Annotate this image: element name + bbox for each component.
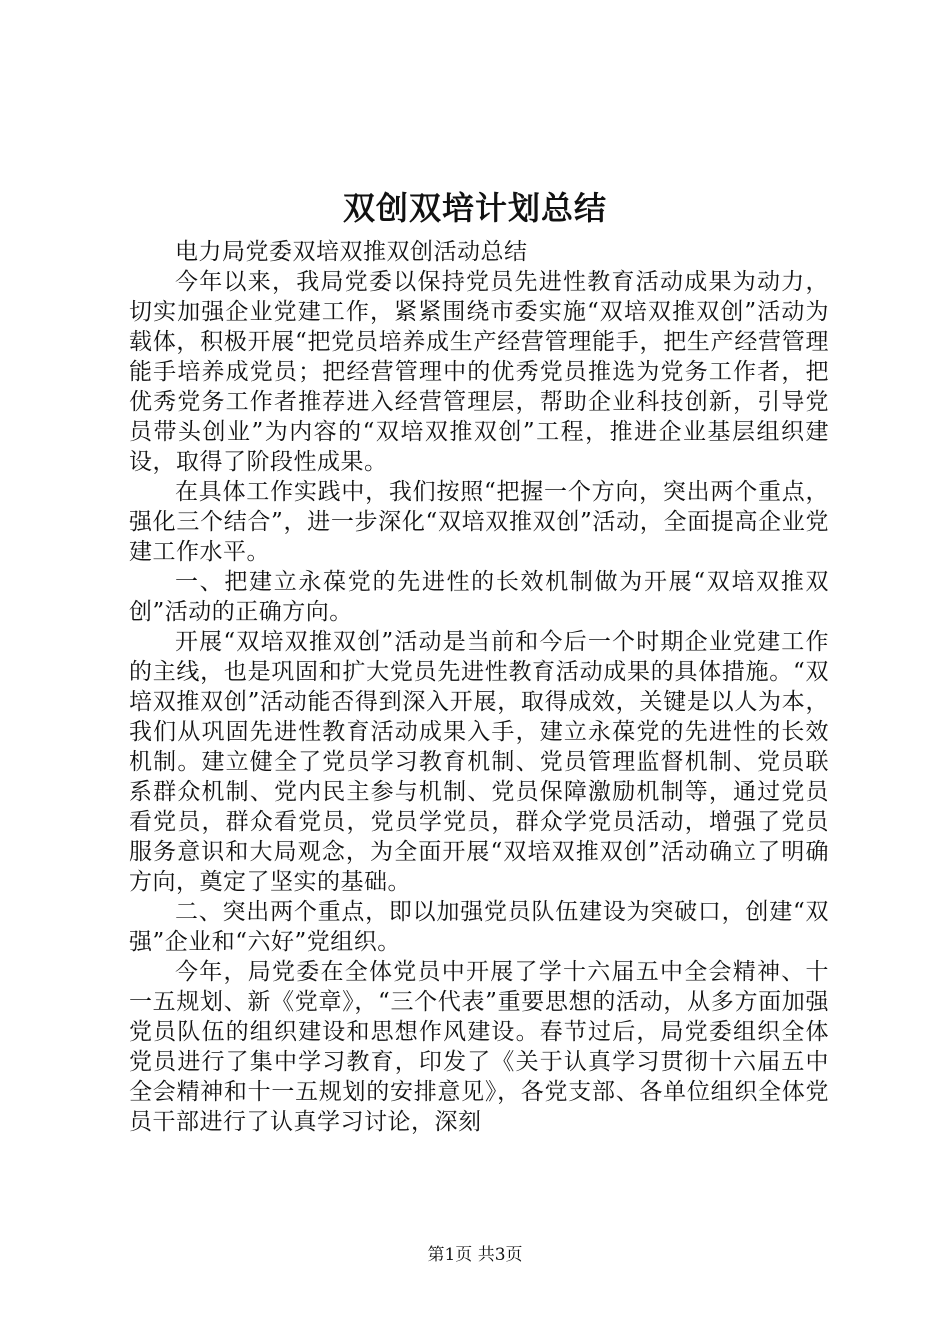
paragraph: 开展“双培双推双创”活动是当前和今后一个时期企业党建工作的主线，也是巩固和扩大党员先进性教育活动成果的具体措施。“双培双推双创”活动能否得到深入开展，取得成效，关键是以人为本，我们从巩固先进性教育活动成果入手，建立永葆党的先进性的长效机制。建立健全了党员学习教育机制、党员管理监督机制、党员联系群众机制、党内民主参与机制、党员保障激励机制等，通过党员看党员，群众看党员，党员学党员，群众学党员活动，增强了党员服务意识和大局观念，为全面开展“双培双推双创”活动确立了明确方向，奠定了坚实的基础。 xyxy=(129,629,829,895)
page-number-footer: 第1页 共3页 xyxy=(427,1245,523,1265)
document-title: 双创双培计划总结 xyxy=(342,189,607,227)
paragraph: 今年以来，我局党委以保持党员先进性教育活动成果为动力，切实加强企业党建工作，紧紧围绕市委实施“双培双推双创”活动为载体，积极开展“把党员培养成生产经营管理能手，把生产经营管理能手培养成党员；把经营管理中的优秀党员推选为党务工作者，把优秀党务工作者推荐进入经营管理层，帮助企业科技创新，引导党员带头创业”为内容的“双培双推双创”工程，推进企业基层组织建设，取得了阶段性成果。 xyxy=(129,269,829,475)
paragraph: 在具体工作实践中，我们按照“把握一个方向，突出两个重点，强化三个结合”，进一步深化“双培双推双创”活动，全面提高企业党建工作水平。 xyxy=(129,479,829,565)
section-heading: 二、突出两个重点，即以加强党员队伍建设为突破口，创建“双强”企业和“六好”党组织。 xyxy=(129,899,829,955)
paragraph: 今年，局党委在全体党员中开展了学十六届五中全会精神、十一五规划、新《党章》，“三个代表”重要思想的活动，从多方面加强党员队伍的组织建设和思想作风建设。春节过后，局党委组织全体党员进行了集中学习教育，印发了《关于认真学习贯彻十六届五中全会精神和十一五规划的安排意见》，各党支部、各单位组织全体党员干部进行了认真学习讨论，深刻 xyxy=(129,959,829,1135)
document-body xyxy=(129,237,829,1137)
paragraph-subtitle: 电力局党委双培双推双创活动总结 xyxy=(175,239,528,265)
section-heading: 一、把建立永葆党的先进性的长效机制做为开展“双培双推双创”活动的正确方向。 xyxy=(129,569,829,625)
